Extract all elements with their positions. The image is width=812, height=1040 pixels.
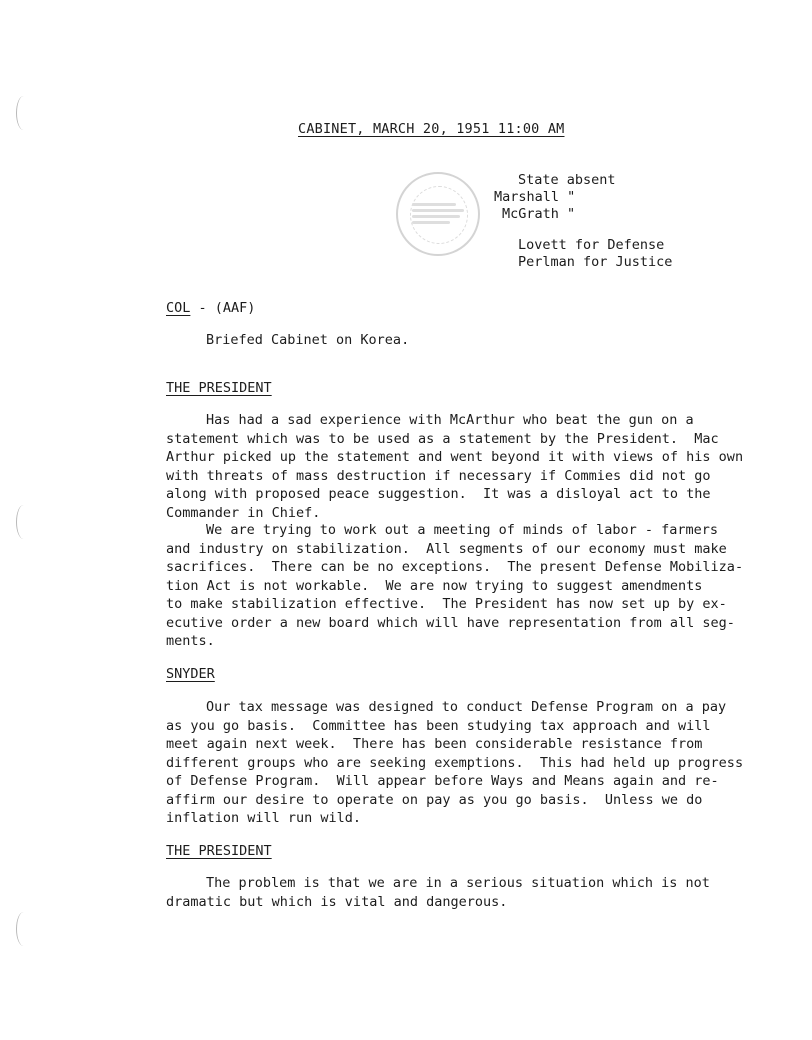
attendance-line: McGrath " <box>502 206 576 222</box>
text-line: to make stabilization effective. The President has now set up by ex- <box>166 596 727 612</box>
attendance-line: Marshall " <box>494 189 576 205</box>
attendance-line: State absent <box>518 172 616 188</box>
document-title: CABINET, MARCH 20, 1951 11:00 AM <box>298 121 565 137</box>
section-heading-main: THE PRESIDENT <box>166 380 272 396</box>
section-heading-main: THE PRESIDENT <box>166 843 272 859</box>
paragraph <box>166 331 746 350</box>
attendance-line: Perlman for Justice <box>518 254 673 270</box>
text-line: Commander in Chief. <box>166 504 321 521</box>
text-line: dramatic but which is vital and dangerous. <box>166 893 508 910</box>
paragraph <box>166 874 746 911</box>
text-line: as you go basis. Committee has been studying tax approach and will <box>166 717 711 734</box>
text-line: ecutive order a new board which will have representation from all seg- <box>166 614 735 631</box>
paragraph <box>166 521 746 651</box>
text-line: tion Act is not workable. We are now trying to suggest amendments <box>166 577 703 594</box>
text-line: Briefed Cabinet on Korea. <box>206 332 410 348</box>
text-line: and industry on stabilization. All segments of our economy must make <box>166 540 727 557</box>
text-line: Arthur picked up the statement and went beyond it with views of his own <box>166 449 744 465</box>
text-line: with threats of mass destruction if necessary if Commies did not go <box>166 467 711 484</box>
text-line: The problem is that we are in a serious situation which is not <box>206 875 710 891</box>
binder-hole-mark <box>16 912 31 946</box>
text-line: sacrifices. There can be no exceptions. The present Defense Mobiliza- <box>166 559 744 575</box>
section-heading-main: COL <box>166 300 191 316</box>
archive-stamp <box>396 172 480 256</box>
section-heading-rest: - (AAF) <box>190 300 256 316</box>
text-line: ments. <box>166 633 215 649</box>
section-heading <box>166 380 272 396</box>
text-line: We are trying to work out a meeting of minds of labor - farmers <box>206 522 719 538</box>
text-line: different groups who are seeking exemptions. This had held up progress <box>166 754 744 771</box>
text-line: Our tax message was designed to conduct Defense Program on a pay <box>206 699 727 715</box>
attendance-line: Lovett for Defense <box>518 237 665 253</box>
text-line: along with proposed peace suggestion. It was a disloyal act to the <box>166 486 711 502</box>
text-line: Has had a sad experience with McArthur who beat the gun on a <box>206 412 694 428</box>
text-line: of Defense Program. Will appear before Ways and Means again and re- <box>166 773 719 789</box>
text-line: statement which was to be used as a statement by the President. Mac <box>166 430 719 447</box>
text-line: inflation will run wild. <box>166 810 362 826</box>
paragraph <box>166 411 746 522</box>
binder-hole-mark <box>16 96 31 130</box>
text-line: meet again next week. There has been considerable resistance from <box>166 736 703 752</box>
section-heading <box>166 666 215 682</box>
section-heading-main: SNYDER <box>166 666 215 682</box>
paragraph <box>166 698 746 828</box>
section-heading <box>166 843 272 859</box>
binder-hole-mark <box>16 505 31 539</box>
section-heading <box>166 300 255 316</box>
text-line: affirm our desire to operate on pay as you go basis. Unless we do <box>166 791 703 808</box>
